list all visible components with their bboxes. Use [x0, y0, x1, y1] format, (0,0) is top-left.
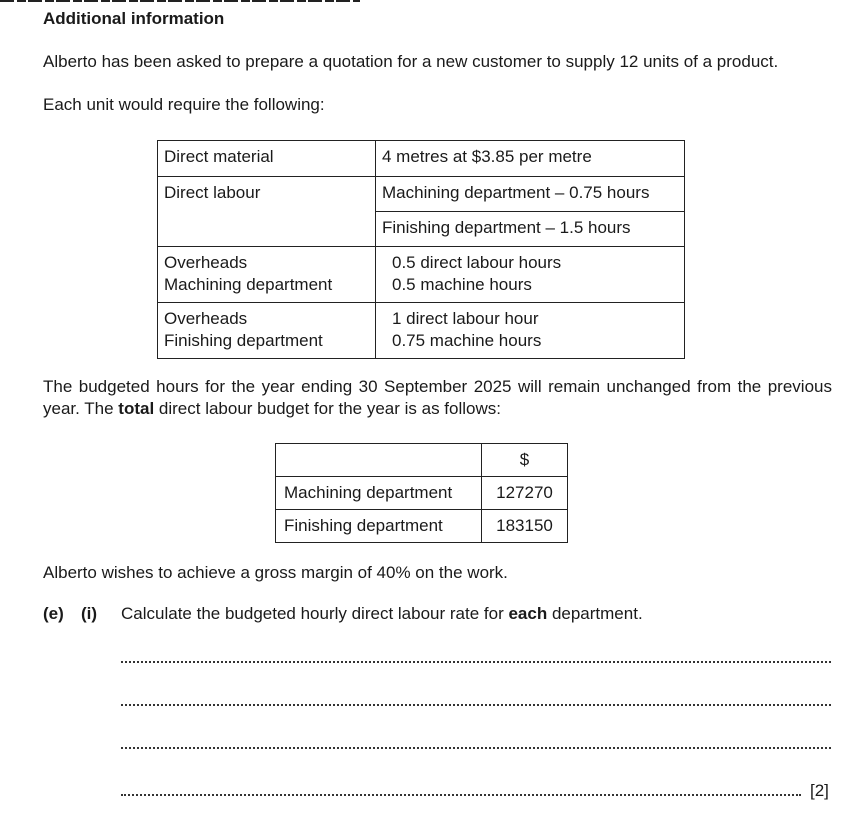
direct-material-value: 4 metres at $3.85 per metre — [376, 141, 685, 177]
gross-margin-paragraph: Alberto wishes to achieve a gross margin of 40% on the work. — [43, 563, 508, 582]
question-e-i: (e) (i) Calculate the budgeted hourly direct labour rate for each department. — [43, 604, 643, 623]
overheads-finishing-value: 1 direct labour hour 0.75 machine hours — [376, 303, 685, 359]
overheads-machining-value: 0.5 direct labour hours 0.5 machine hours — [376, 247, 685, 303]
table-row — [158, 247, 685, 303]
table-row — [276, 444, 568, 477]
marks-label: [2] — [810, 781, 829, 800]
direct-material-label: Direct material — [158, 141, 376, 177]
direct-labour-machining: Machining department – 0.75 hours — [376, 177, 685, 212]
intro-paragraph: Alberto has been asked to prepare a quotation for a new customer to supply 12 units of a product. — [43, 52, 779, 71]
overheads-finishing-label: Overheads Finishing department — [158, 303, 376, 359]
answer-line-3[interactable] — [121, 747, 831, 749]
cut-off-previous-line — [0, 0, 360, 3]
table-row — [158, 303, 685, 359]
answer-line-2[interactable] — [121, 704, 831, 706]
direct-labour-label: Direct labour — [158, 177, 376, 247]
finishing-budget-label: Finishing department — [276, 510, 482, 543]
direct-labour-budget-table — [275, 443, 568, 543]
machining-budget-value: 127270 — [482, 477, 568, 510]
answer-line-4[interactable] — [121, 794, 801, 796]
unit-requirements-table — [157, 140, 685, 359]
currency-header: $ — [482, 444, 568, 477]
table-row — [276, 477, 568, 510]
finishing-budget-value: 183150 — [482, 510, 568, 543]
table-row — [276, 510, 568, 543]
question-subpart-label: (i) — [81, 604, 98, 623]
table-row — [158, 141, 685, 177]
answer-line-1[interactable] — [121, 661, 831, 663]
overheads-machining-label: Overheads Machining department — [158, 247, 376, 303]
section-heading: Additional information — [43, 9, 225, 28]
empty-header-cell — [276, 444, 482, 477]
direct-labour-finishing: Finishing department – 1.5 hours — [376, 212, 685, 247]
question-part-label: (e) — [43, 604, 64, 623]
each-unit-paragraph: Each unit would require the following: — [43, 95, 325, 114]
budget-paragraph: The budgeted hours for the year ending 30 September 2025 will remain unchanged from the previous year. The total direct labour budget for the year is as follows: — [43, 377, 832, 418]
table-row — [158, 177, 685, 212]
machining-budget-label: Machining department — [276, 477, 482, 510]
